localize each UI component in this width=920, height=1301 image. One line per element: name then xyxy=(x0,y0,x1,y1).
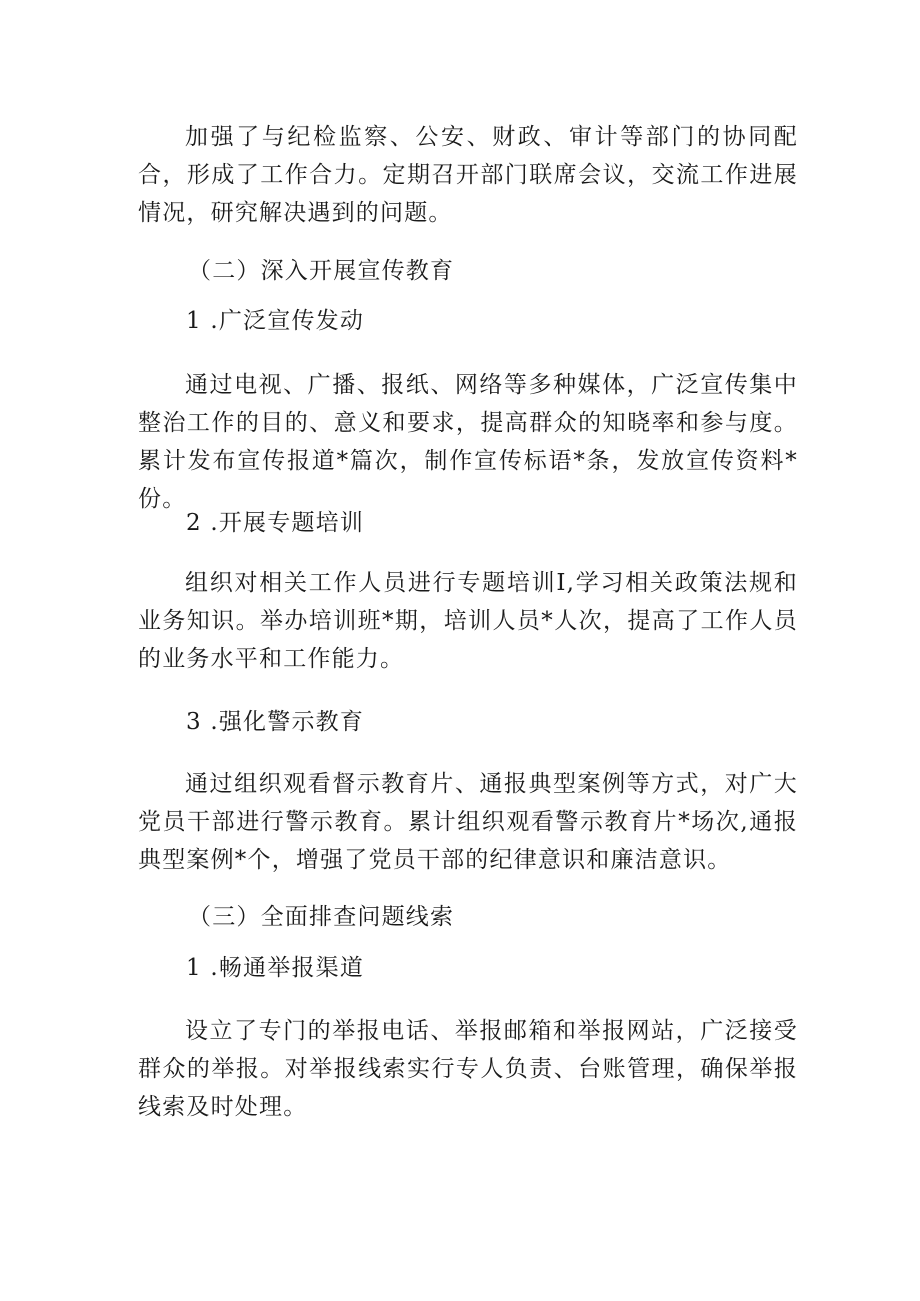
paragraph-training: 组织对相关工作人员进行专题培训I,学习相关政策法规和业务知识。举办培训班*期，培训人员*人次，提高了工作人员的业务水平和工作能力。 xyxy=(138,570,798,672)
paragraph-coordination: 加强了与纪检监察、公安、财政、审计等部门的协同配合，形成了工作合力。定期召开部门联席会议，交流工作进展情况，研究解决遇到的问题。 xyxy=(138,124,798,226)
paragraph-warning-education: 通过组织观看督示教育片、通报典型案例等方式，对广大党员干部进行警示教育。累计组织观看警示教育片*场次,通报典型案例*个，增强了党员干部的纪律意识和廉洁意识。 xyxy=(138,771,798,873)
section-heading-clue-screening: （三）全面排查问题线索 xyxy=(188,904,455,930)
subheading-reporting-channels: 1 .畅通举报渠道 xyxy=(186,955,365,981)
paragraph-media-publicity: 通过电视、广播、报纸、网络等多种媒体，广泛宣传集中整治工作的目的、意义和要求，提高群众的知晓率和参与度。累计发布宣传报道*篇次，制作宣传标语*条，发放宣传资料*份。 xyxy=(138,372,798,512)
subheading-special-training: 2 .开展专题培训 xyxy=(186,510,365,536)
section-heading-publicity: （二）深入开展宣传教育 xyxy=(188,258,455,284)
subheading-warning-education: 3 .强化警示教育 xyxy=(186,709,365,735)
subheading-broad-publicity: 1 .广泛宣传发动 xyxy=(186,308,365,334)
paragraph-reporting: 设立了专门的举报电话、举报邮箱和举报网站，广泛接受群众的举报。对举报线索实行专人负责、台账管理，确保举报线索及时处理。 xyxy=(138,1018,798,1120)
